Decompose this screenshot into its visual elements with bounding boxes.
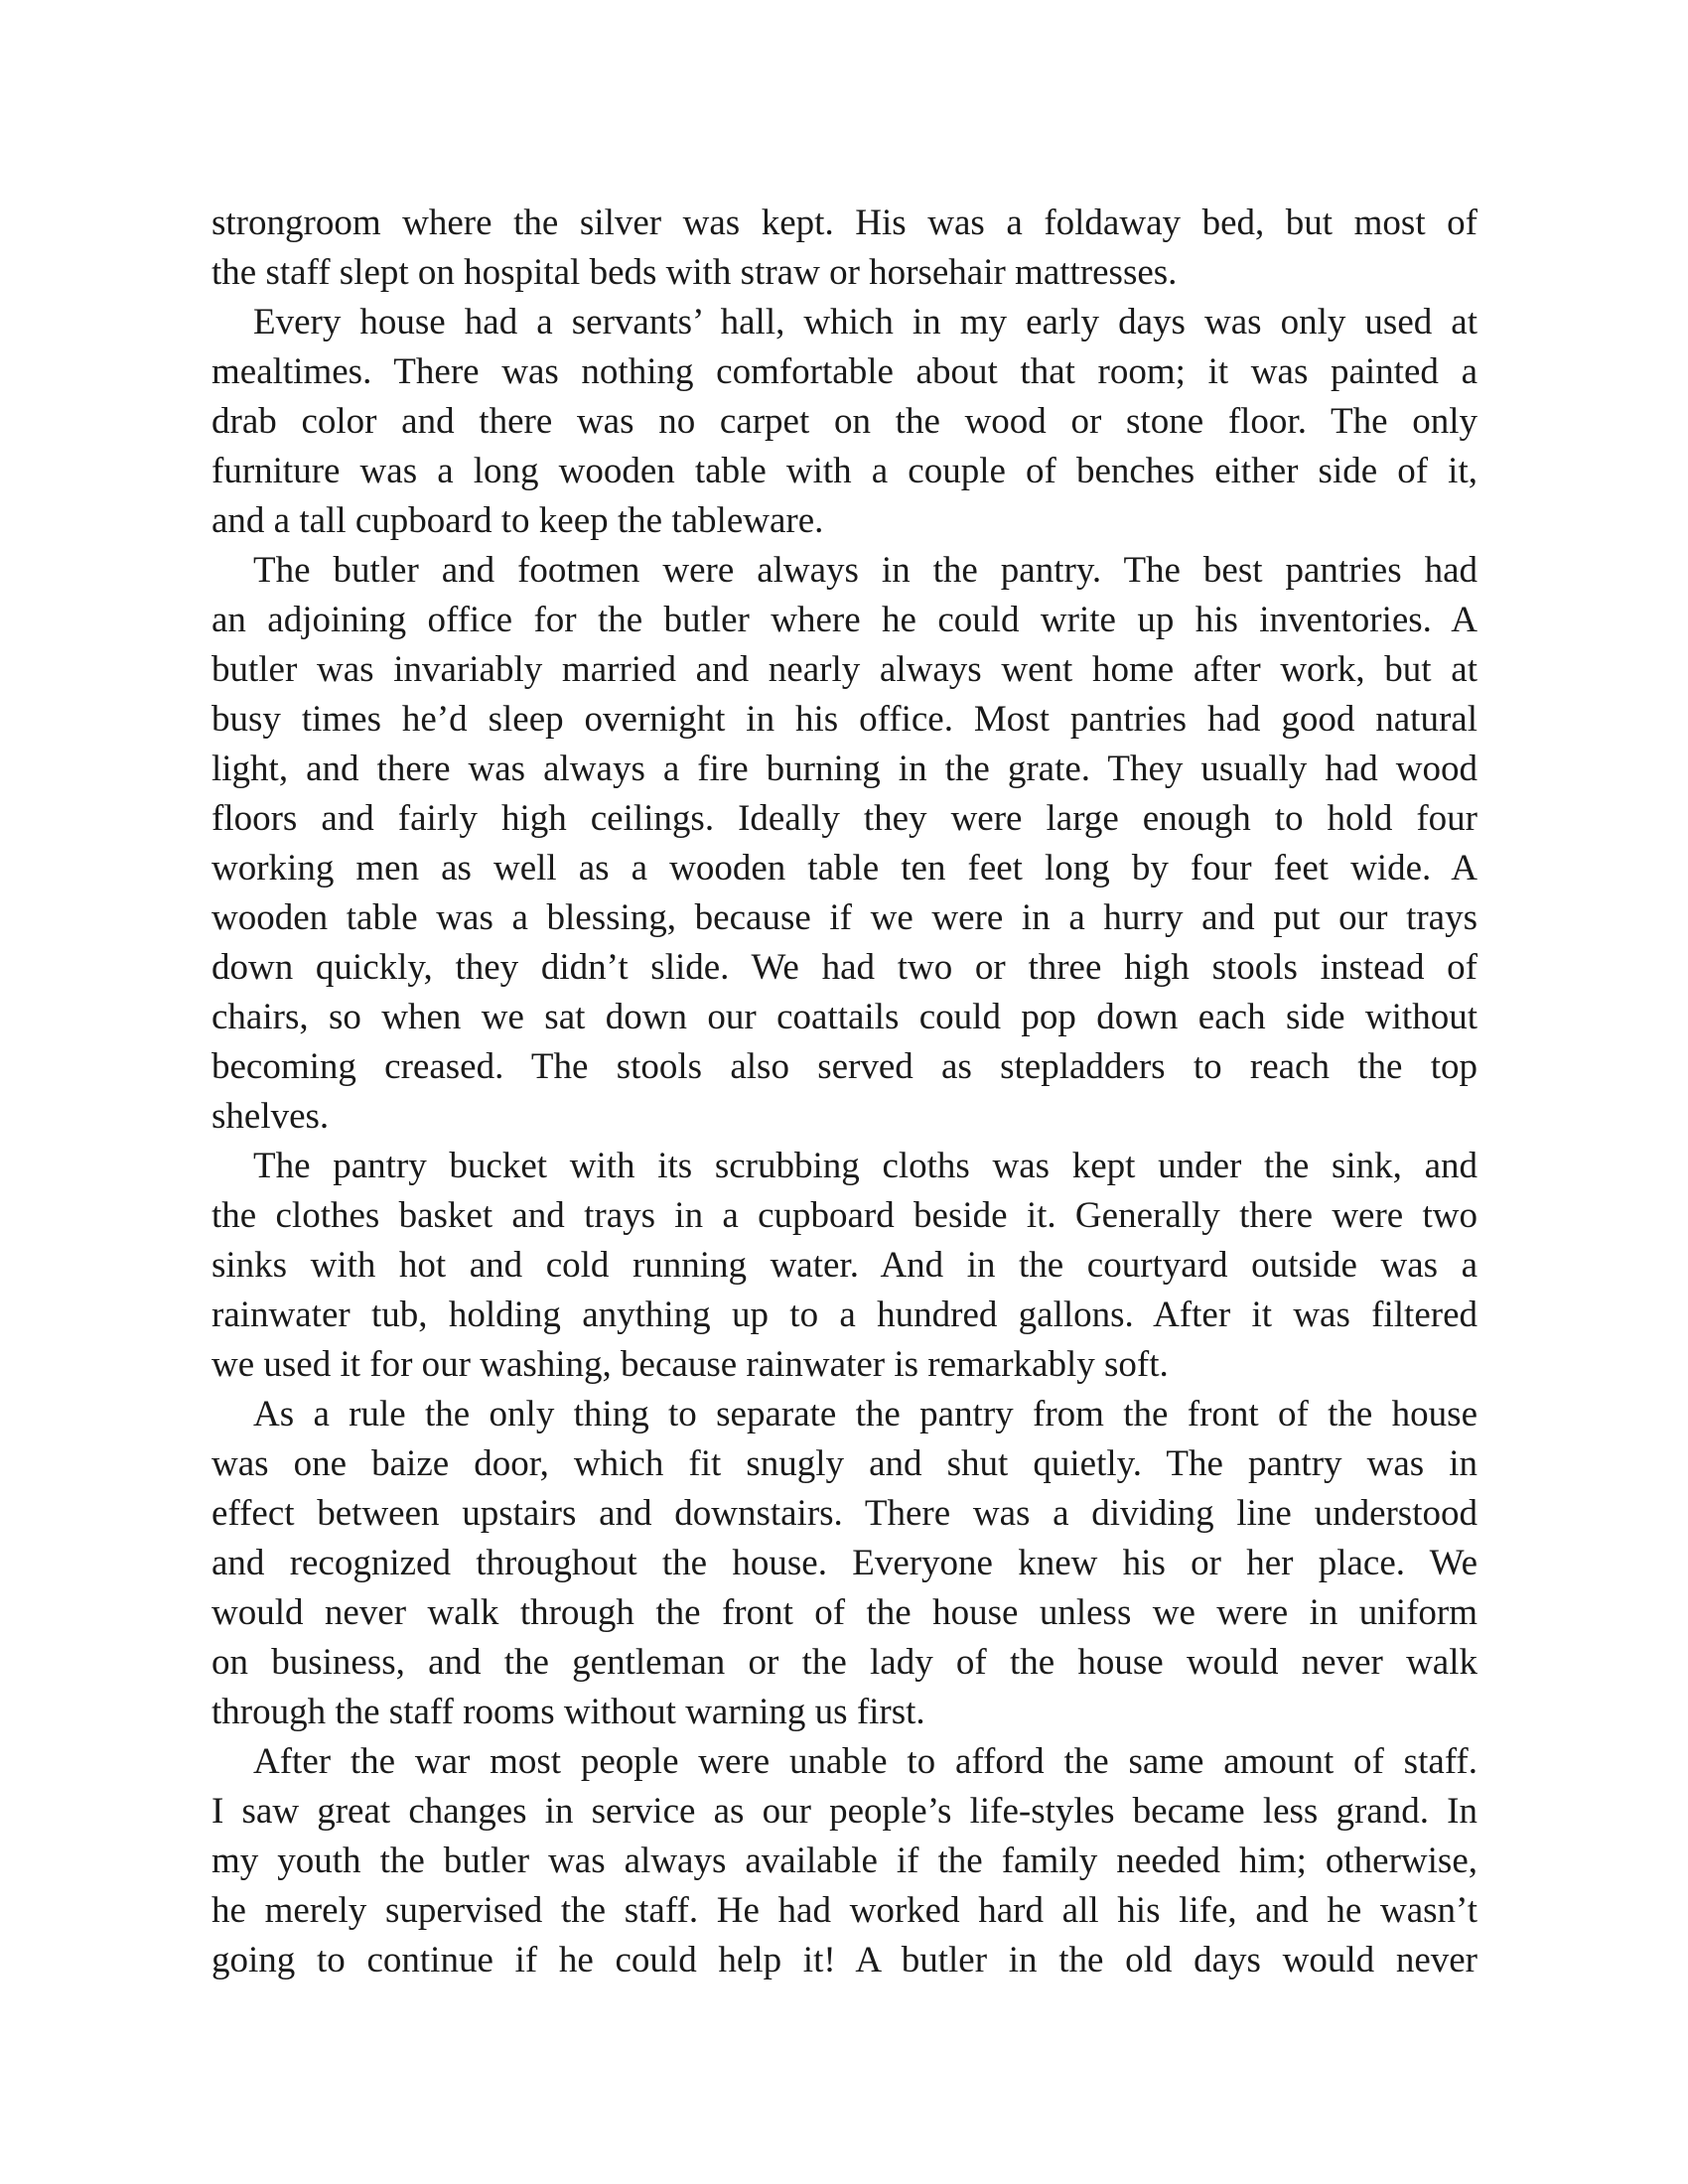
text-line: light, and there was always a fire burning in the grate. They usually had wood bbox=[211, 749, 1477, 789]
text-line: furniture was a long wooden table with a couple of benches either side of it, bbox=[211, 451, 1477, 491]
text-line: the clothes basket and trays in a cupboard beside it. Generally there were two bbox=[211, 1195, 1477, 1236]
text-line: mealtimes. There was nothing comfortable about that room; it was painted a bbox=[211, 351, 1477, 392]
text-line: and recognized throughout the house. Everyone knew his or her place. We bbox=[211, 1543, 1477, 1583]
text-line: on business, and the gentleman or the lady of the house would never walk bbox=[211, 1642, 1477, 1683]
text-line: effect between upstairs and downstairs. There was a dividing line understood bbox=[211, 1493, 1477, 1534]
text-line: an adjoining office for the butler where he could write up his inventories. A bbox=[211, 600, 1477, 640]
text-line: floors and fairly high ceilings. Ideally they were large enough to hold four bbox=[211, 798, 1477, 839]
text-line: After the war most people were unable to afford the same amount of staff. bbox=[253, 1741, 1477, 1782]
text-line: was one baize door, which fit snugly and shut quietly. The pantry was in bbox=[211, 1443, 1477, 1484]
text-line: busy times he’d sleep overnight in his office. Most pantries had good natural bbox=[211, 699, 1477, 740]
text-line: going to continue if he could help it! A butler in the old days would never bbox=[211, 1940, 1477, 1980]
text-line: we used it for our washing, because rainwater is remarkably soft. bbox=[211, 1344, 1169, 1385]
text-line: shelves. bbox=[211, 1096, 330, 1137]
text-line: I saw great changes in service as our people’s life-styles became less grand. In bbox=[211, 1791, 1477, 1832]
text-line: becoming creased. The stools also served as stepladders to reach the top bbox=[211, 1046, 1477, 1087]
text-line: and a tall cupboard to keep the tableware. bbox=[211, 500, 824, 541]
text-line: working men as well as a wooden table ten feet long by four feet wide. A bbox=[211, 848, 1477, 888]
text-line: rainwater tub, holding anything up to a hundred gallons. After it was filtered bbox=[211, 1295, 1477, 1335]
text-line: would never walk through the front of the house unless we were in uniform bbox=[211, 1592, 1477, 1633]
text-line: Every house had a servants’ hall, which in my early days was only used at bbox=[253, 302, 1477, 342]
text-line: chairs, so when we sat down our coattails could pop down each side without bbox=[211, 997, 1477, 1037]
text-line: through the staff rooms without warning us first. bbox=[211, 1692, 925, 1732]
text-line: As a rule the only thing to separate the pantry from the front of the house bbox=[253, 1394, 1477, 1434]
text-line: sinks with hot and cold running water. And in the courtyard outside was a bbox=[211, 1245, 1477, 1286]
text-line: wooden table was a blessing, because if we were in a hurry and put our trays bbox=[211, 897, 1477, 938]
text-line: my youth the butler was always available if the family needed him; otherwise, bbox=[211, 1841, 1477, 1881]
text-line: the staff slept on hospital beds with straw or horsehair mattresses. bbox=[211, 252, 1178, 293]
text-line: The pantry bucket with its scrubbing cloths was kept under the sink, and bbox=[253, 1146, 1477, 1186]
text-line: The butler and footmen were always in the pantry. The best pantries had bbox=[253, 550, 1477, 591]
text-line: down quickly, they didn’t slide. We had two or three high stools instead of bbox=[211, 947, 1477, 988]
body-text bbox=[211, 199, 1477, 1985]
text-line: drab color and there was no carpet on the wood or stone floor. The only bbox=[211, 401, 1477, 442]
text-line: he merely supervised the staff. He had worked hard all his life, and he wasn’t bbox=[211, 1890, 1477, 1931]
text-line: strongroom where the silver was kept. His was a foldaway bed, but most of bbox=[211, 203, 1477, 243]
text-line: butler was invariably married and nearly always went home after work, but at bbox=[211, 649, 1477, 690]
